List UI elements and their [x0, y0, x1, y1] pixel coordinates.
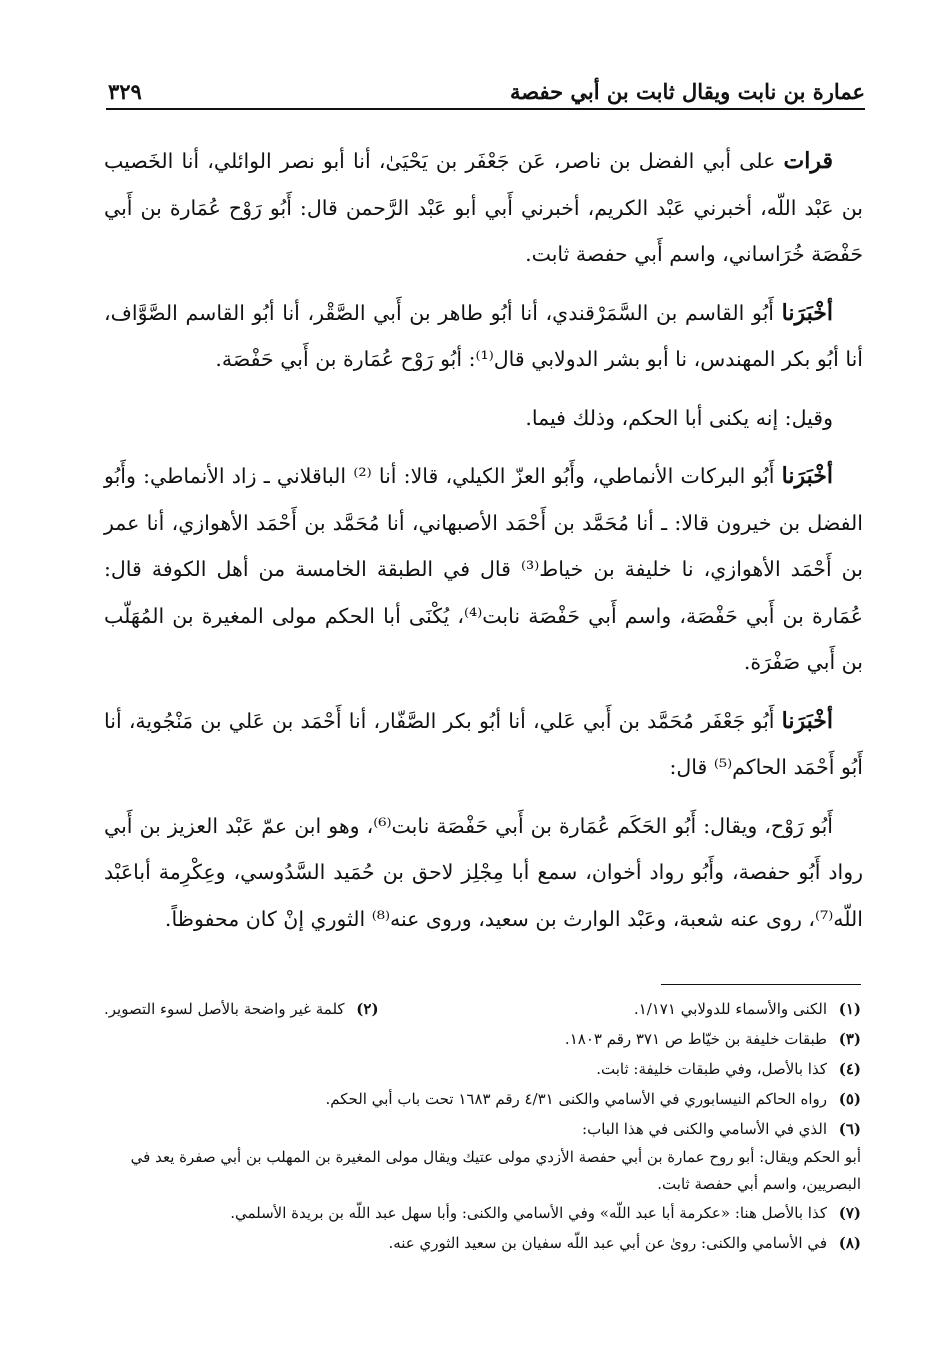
footnote-1: [634, 994, 861, 1024]
paragraph-text: أَبُو القاسم بن السَّمَرْقندي، أنا أبُو طاهر بن أَبي الصَّقْر، أنا أبُو القاسم الصَّوَّاف، أنا أبُو بكر المهندس، نا أبو بشر الدولابي قال⁽¹⁾: أبُو رَوْح عُمَارة بن أَبي حَفْصَة.: [104, 300, 863, 371]
footnote-number: (٥): [838, 1090, 861, 1108]
paragraph-6: [104, 803, 863, 943]
footnote-text: الذي في الأسامي والكنى في هذا الباب:: [582, 1120, 827, 1138]
footnote-text: كذا بالأصل، وفي طبقات خليفة: ثابت.: [596, 1060, 827, 1078]
footnote-number: (٧): [838, 1204, 861, 1222]
footnote-number: (٤): [838, 1060, 861, 1078]
paragraph-lead: أخْبَرَنا: [781, 299, 833, 326]
paragraph-4: [104, 453, 863, 686]
page-header: [108, 64, 865, 104]
footnote-number: (٣): [838, 1030, 861, 1048]
footnote-number: (٨): [838, 1234, 861, 1252]
paragraph-lead: أخْبَرَنا: [781, 463, 833, 489]
footnote-pair: [104, 994, 861, 1024]
footnote-6-continuation: أبو الحكم ويقال: أبو روح عمارة بن أبي حفصة الأزدي مولى عتيك ويقال مولى المغيرة بن المهلب بن أبي صفرة يعد في البصريين، واسم أبي حفصة ثابت.: [130, 1148, 861, 1193]
footnote-7: [104, 1198, 861, 1228]
footnote-8: [104, 1228, 861, 1258]
paragraph-3: [104, 395, 863, 442]
footnote-6: [104, 1114, 861, 1144]
paragraph-lead: قرات: [783, 148, 833, 174]
footnote-5: [104, 1084, 861, 1114]
main-text: [104, 138, 863, 954]
paragraph-lead: أخْبَرَنا: [781, 707, 833, 734]
paragraph-text: أَبُو جَعْفَر مُحَمَّد بن أَبي عَلي، أنا أبُو بكر الصَّفّار، أنا أَحْمَد بن عَلي بن مَنْجُوية، أنا أَبُو أَحْمَد الحاكم⁽⁵⁾ قال:: [104, 708, 863, 779]
footnote-text: كذا بالأصل هنا: «عكرمة أبا عبد اللّه» وفي الأسامي والكنى: وأبا سهل عبد اللّه بن بريدة الأسلمي.: [230, 1204, 827, 1222]
footnote-number: (١): [838, 1000, 861, 1018]
footnote-text: كلمة غير واضحة بالأصل لسوء التصوير.: [104, 1000, 345, 1018]
footnote-text: رواه الحاكم النيسابوري في الأسامي والكنى ٤/٣١ رقم ١٦٨٣ تحت باب أبي الحكم.: [325, 1090, 827, 1108]
footnote-text: في الأسامي والكنى: روىٰ عن أبي عبد اللّه سفيان بن سعيد الثوري عنه.: [388, 1234, 827, 1252]
footnote-2: [104, 994, 379, 1024]
footnote-rule: [661, 984, 861, 985]
header-rule: [106, 108, 865, 110]
paragraph-text: وقيل: إنه يكنى أبا الحكم، وذلك فيما.: [525, 405, 833, 430]
footnote-text: طبقات خليفة بن خيّاط ص ٣٧١ رقم ١٨٠٣.: [564, 1030, 827, 1048]
paragraph-text: على أبي الفضل بن ناصر، عَن جَعْفَر بن يَحْيَىٰ، أنا أبو نصر الوائلي، أنا الخَصيب بن عَبْد اللّه، أخبرني عَبْد الكريم، أخبرني أَبي أبو عَبْد الرَّحمن قال: أَبُو رَوْح عُمَارة بن أَبي حَفْصَة خُرَاساني، واسم أَبي حفصة ثابت.: [104, 149, 863, 266]
footnote-text: الكنى والأسماء للدولابي ١/١٧١.: [633, 1000, 827, 1018]
running-title: عمارة بن نابت ويقال ثابت بن أبي حفصة: [510, 79, 865, 104]
footnotes: [104, 994, 861, 1258]
paragraph-2: [104, 290, 863, 383]
footnote-number: (٢): [356, 1000, 379, 1018]
paragraph-text: أَبُو رَوْح، ويقال: أَبُو الحَكَم عُمَارة بن أَبي حَفْصَة نابت⁽⁶⁾، وهو ابن عمّ عَبْد العزيز بن أَبي رواد أَبُو حفصة، وأَبُو رواد أخوان، سمع أبا مِجْلِز لاحق بن حُمَيد السَّدُوسي، وعِكْرِمة أباعَبْد اللّه⁽⁷⁾، روى عنه شعبة، وعَبْد الوارث بن سعيد، وروى عنه⁽⁸⁾ الثوري إنْ كان محفوظاً.: [104, 813, 863, 931]
footnote-3: [104, 1024, 861, 1054]
footnote-number: (٦): [838, 1120, 861, 1138]
footnote-4: [104, 1054, 861, 1084]
paragraph-5: [104, 698, 863, 791]
paragraph-text: أَبُو البركات الأنماطي، وأَبُو العزّ الكيلي، قالا: أنا ⁽²⁾ الباقلاني ـ زاد الأنماطي: وأَبُو الفضل بن خيرون قالا: ـ أنا مُحَمَّد بن أَحْمَد الأصبهاني، أنا مُحَمَّد بن أَحْمَد الأهوازي، أنا عمر بن أَحْمَد الأهوازي، نا خليفة بن خياط⁽³⁾ قال في الطبقة الخامسة من أهل الكوفة قال: عُمَارة بن أَبي حَفْصَة، واسم أَبي حَفْصَة نابت⁽⁴⁾، يُكْنَى أبا الحكم مولى المغيرة بن المُهَلّب بن أَبي صَفْرَة.: [104, 464, 863, 674]
paragraph-1: [104, 138, 863, 278]
page-number: ٣٢٩: [108, 79, 142, 104]
